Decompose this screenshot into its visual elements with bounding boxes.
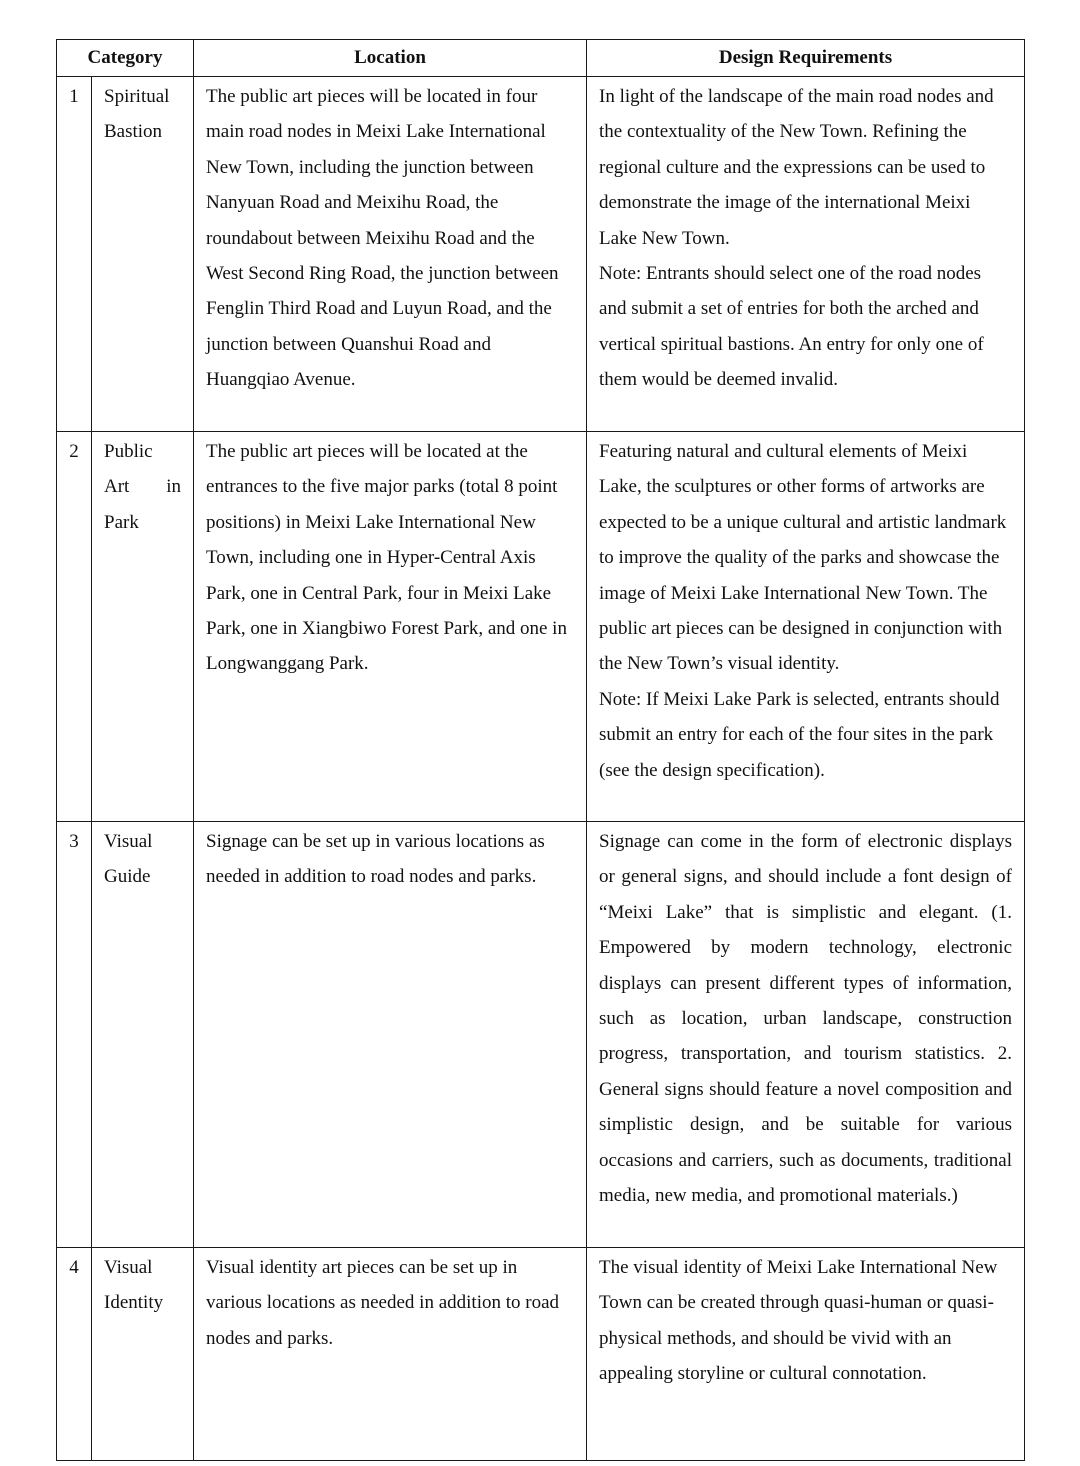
header-category: Category bbox=[57, 40, 194, 77]
requirements-note: Note: If Meixi Lake Park is selected, entrants should submit an entry for each of the four sites in the park (see the design specification). bbox=[599, 688, 1000, 781]
row-location: Signage can be set up in various locations as needed in addition to road nodes and parks. bbox=[194, 822, 587, 1248]
requirements-text: The visual identity of Meixi Lake International New Town can be created through quasi-human or quasi-physical methods, and should be vivid with an appealing storyline or cultural connotation. bbox=[599, 1257, 998, 1385]
row-location: Visual identity art pieces can be set up in various locations as needed in addition to road nodes and parks. bbox=[194, 1248, 587, 1461]
design-requirements-table bbox=[56, 39, 1025, 1461]
row-category: Public Art in Park bbox=[92, 432, 194, 822]
row-location: The public art pieces will be located in four main road nodes in Meixi Lake International New Town, including the junction between Nanyuan Road and Meixihu Road, the roundabout between Meixihu Road and the West Second Ring Road, the junction between Fenglin Third Road and Luyun Road, and the junction between Quanshui Road and Huangqiao Avenue. bbox=[194, 77, 587, 432]
requirements-text: Featuring natural and cultural elements of Meixi Lake, the sculptures or other forms of artworks are expected to be a unique cultural and artistic landmark to improve the quality of the parks and showcase the image of Meixi Lake International New Town. The public art pieces can be designed in conjunction with the New Town’s visual identity. bbox=[599, 441, 1007, 675]
row-number: 1 bbox=[57, 77, 92, 432]
row-location: The public art pieces will be located at the entrances to the five major parks (total 8 point positions) in Meixi Lake International New Town, including one in Hyper-Central Axis Park, one in Central Park, four in Meixi Lake Park, one in Xiangbiwo Forest Park, and one in Longwanggang Park. bbox=[194, 432, 587, 822]
row-requirements bbox=[587, 77, 1025, 432]
row-category: Visual Guide bbox=[92, 822, 194, 1248]
table-row bbox=[57, 822, 1025, 1248]
table-row bbox=[57, 1248, 1025, 1461]
header-design-requirements: Design Requirements bbox=[587, 40, 1025, 77]
requirements-text: Signage can come in the form of electronic displays or general signs, and should include a font design of “Meixi Lake” that is simplistic and elegant. (1. Empowered by modern technology, electronic displays can present different types of information, such as location, urban landscape, construction progress, transportation, and tourism statistics. 2. General signs should feature a novel composition and simplistic design, and be suitable for various occasions and carriers, such as documents, traditional media, new media, and promotional materials.) bbox=[599, 831, 1013, 1207]
row-number: 2 bbox=[57, 432, 92, 822]
row-category: Visual Identity bbox=[92, 1248, 194, 1461]
row-number: 4 bbox=[57, 1248, 92, 1461]
row-category: Spiritual Bastion bbox=[92, 77, 194, 432]
table-header-row bbox=[57, 40, 1025, 77]
requirements-note: Note: Entrants should select one of the road nodes and submit a set of entries for both the arched and vertical spiritual bastions. An entry for only one of them would be deemed invalid. bbox=[599, 263, 984, 391]
table-row bbox=[57, 432, 1025, 822]
table-row bbox=[57, 77, 1025, 432]
requirements-text: In light of the landscape of the main road nodes and the contextuality of the New Town. Refining the regional culture and the expressions can be used to demonstrate the image of the international Meixi Lake New Town. bbox=[599, 86, 994, 249]
row-requirements bbox=[587, 432, 1025, 822]
header-location: Location bbox=[194, 40, 587, 77]
row-requirements bbox=[587, 1248, 1025, 1461]
row-requirements bbox=[587, 822, 1025, 1248]
row-number: 3 bbox=[57, 822, 92, 1248]
